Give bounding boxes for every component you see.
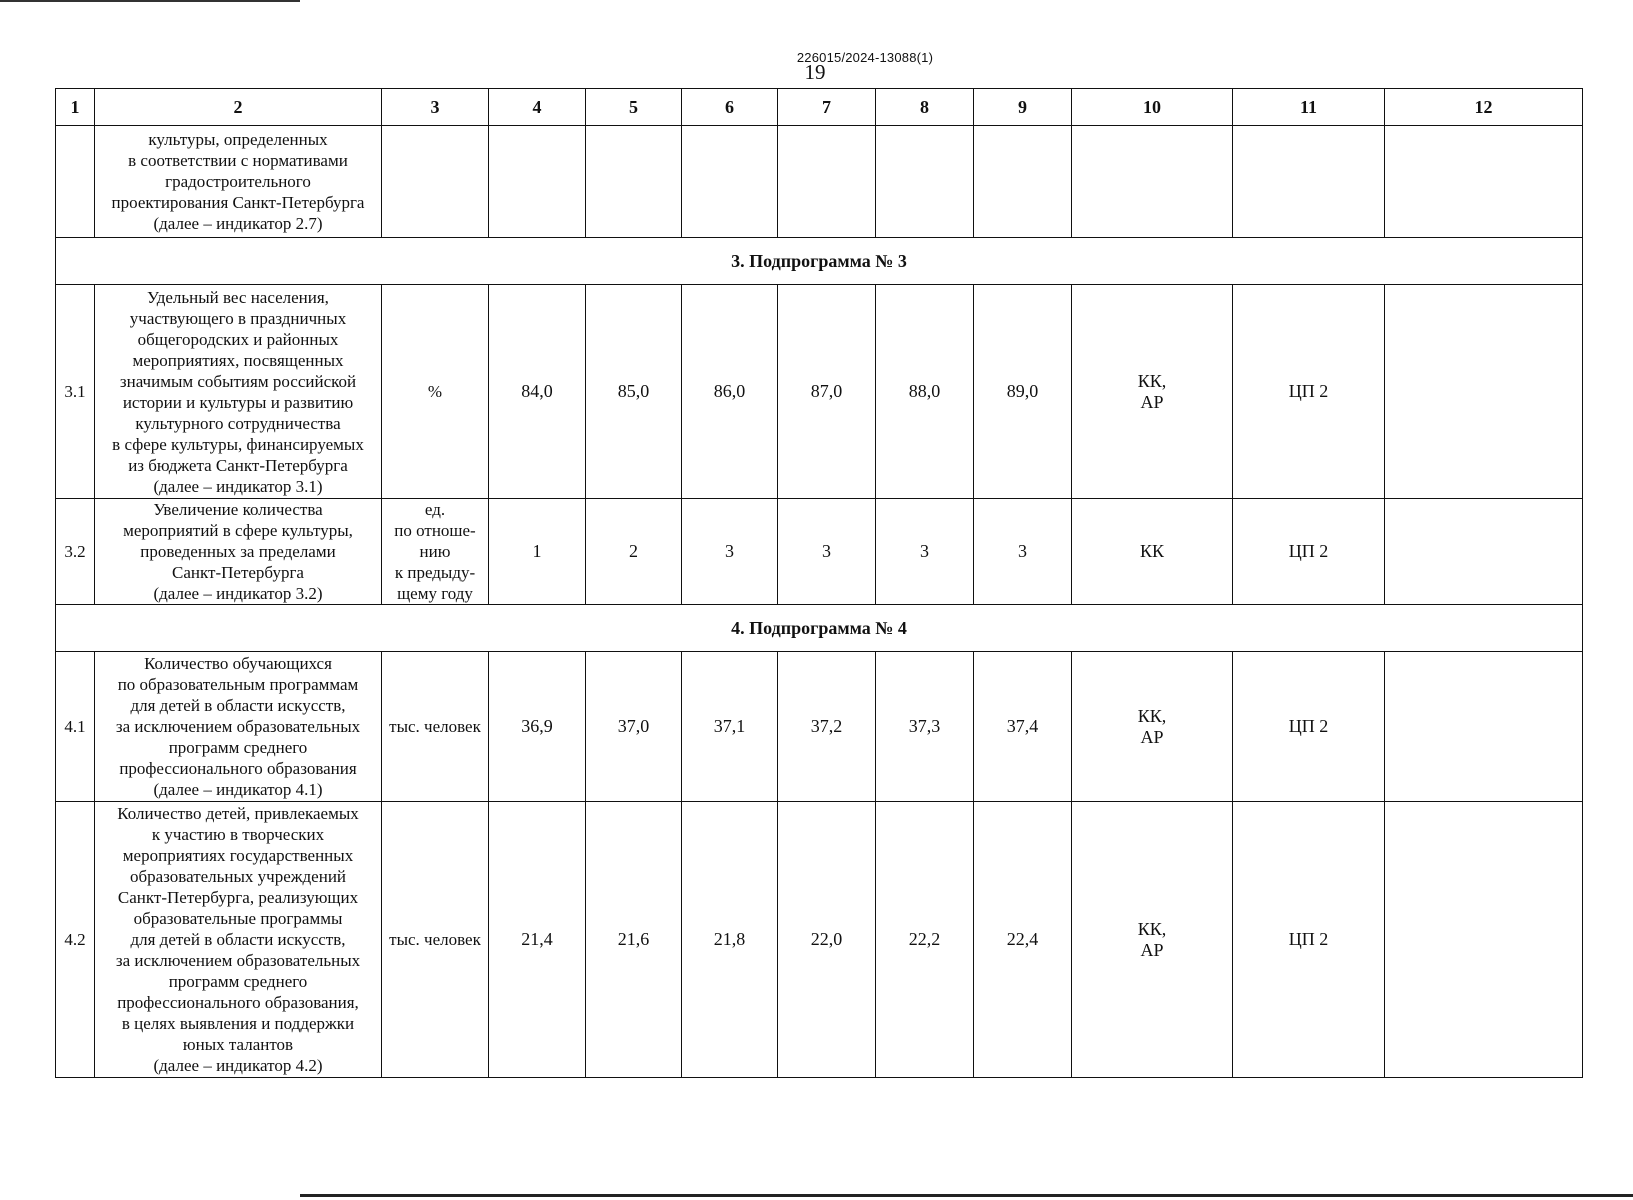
description-line: за исключением образовательных <box>115 951 361 970</box>
column-numbers-row <box>56 89 1583 126</box>
description-line: (далее – индикатор 4.1) <box>153 780 323 799</box>
value-cell-col-4: 21,4 <box>489 802 586 1078</box>
goal-reference: ЦП 2 <box>1233 285 1385 499</box>
unit-of-measure <box>382 285 489 499</box>
description-line: Количество детей, привлекаемых <box>117 804 359 823</box>
unit-line: к предыду- <box>394 563 476 582</box>
value-cell-col-7: 37,2 <box>778 652 876 802</box>
description-line: участвующего в праздничных <box>129 308 347 328</box>
value-cell-col-5: 21,6 <box>586 802 682 1078</box>
column-number-8: 8 <box>876 89 974 126</box>
value-cell-col-8: 3 <box>876 499 974 605</box>
value-cell-col-5: 37,0 <box>586 652 682 802</box>
scan-artifact-bottom <box>300 1194 1633 1197</box>
notes-cell <box>1385 652 1583 802</box>
description-line: профессионального образования, <box>117 993 359 1012</box>
column-number-10: 10 <box>1072 89 1233 126</box>
indicator-description <box>95 499 382 605</box>
value-cell-col-9: 3 <box>974 499 1072 605</box>
value-cell-col-6: 86,0 <box>682 285 778 499</box>
value-cell-col-4: 1 <box>489 499 586 605</box>
executor-line: АР <box>1140 726 1164 747</box>
executor-line: АР <box>1140 391 1164 412</box>
responsible-executor <box>1072 652 1233 802</box>
description-line: общегородских и районных <box>137 329 339 349</box>
column-number-11: 11 <box>1233 89 1385 126</box>
description-line: Удельный вес населения, <box>147 287 329 307</box>
scan-artifact-top <box>0 0 300 2</box>
description-line: программ среднего <box>168 738 308 757</box>
value-cell-col-6: 3 <box>682 499 778 605</box>
description-line: Санкт-Петербурга, реализующих <box>117 888 359 907</box>
description-line: проектирования Санкт-Петербурга <box>111 193 365 212</box>
unit-of-measure <box>382 802 489 1078</box>
row-number-cell: 4.2 <box>56 802 95 1078</box>
responsible-executor <box>1072 499 1233 605</box>
description-line: для детей в области искусств, <box>130 696 346 715</box>
value-cell-col-4: 84,0 <box>489 285 586 499</box>
indicator-row <box>56 285 1583 499</box>
indicator-row <box>56 499 1583 605</box>
value-cell-col-5: 2 <box>586 499 682 605</box>
description-line: образовательных учреждений <box>129 867 347 886</box>
value-cell-col-9: 89,0 <box>974 285 1072 499</box>
executor-line: КК, <box>1137 918 1167 939</box>
value-cell-col-7: 87,0 <box>778 285 876 499</box>
description-line: культурного сотрудничества <box>135 413 341 433</box>
indicator-row <box>56 802 1583 1078</box>
column-number-2: 2 <box>95 89 382 126</box>
value-cell-col-6: 21,8 <box>682 802 778 1078</box>
unit-of-measure <box>382 499 489 605</box>
unit-line: по отноше- <box>394 521 476 540</box>
column-number-4: 4 <box>489 89 586 126</box>
row-number-cell <box>56 126 95 238</box>
indicator-row <box>56 652 1583 802</box>
row-number-cell: 3.2 <box>56 499 95 605</box>
unit-line: тыс. человек <box>389 930 481 949</box>
document-registration-number: 226015/2024-13088(1) <box>796 50 934 65</box>
description-line: (далее – индикатор 3.1) <box>153 476 323 496</box>
indicator-description <box>95 652 382 802</box>
description-line: в соответствии с нормативами <box>128 151 348 170</box>
description-line: к участию в творческих <box>151 825 325 844</box>
indicators-table <box>55 88 1583 1078</box>
unit-line: тыс. человек <box>389 717 481 736</box>
indicator-description <box>95 802 382 1078</box>
description-line: для детей в области искусств, <box>130 930 346 949</box>
unit-line: нию <box>419 542 451 561</box>
description-line: градостроительного <box>165 172 311 191</box>
description-line: программ среднего <box>168 972 308 991</box>
value-cell-col-7: 22,0 <box>778 802 876 1078</box>
description-line: (далее – индикатор 2.7) <box>153 214 323 233</box>
continuation-row <box>56 126 1583 238</box>
description-line: культуры, определенных <box>148 130 328 149</box>
description-line: значимым событиям российской <box>119 371 357 391</box>
description-line: юных талантов <box>182 1035 294 1054</box>
executor-line: КК, <box>1137 370 1167 391</box>
description-line: Количество обучающихся <box>144 654 332 673</box>
goal-reference: ЦП 2 <box>1233 499 1385 605</box>
executor-line: КК <box>1139 541 1164 561</box>
description-line: истории и культуры и развитию <box>122 392 354 412</box>
description-line: мероприятий в сфере культуры, <box>123 521 353 540</box>
notes-cell <box>1385 802 1583 1078</box>
row-number-cell: 3.1 <box>56 285 95 499</box>
description-line: Увеличение количества <box>153 500 323 519</box>
subprogram-title: 4. Подпрограмма № 4 <box>56 605 1583 652</box>
description-line: образовательные программы <box>133 909 343 928</box>
indicator-description <box>95 285 382 499</box>
description-line: проведенных за пределами <box>140 542 336 561</box>
executor-line: АР <box>1140 939 1164 960</box>
description-line: мероприятиях, посвященных <box>132 350 344 370</box>
description-line: профессионального образования <box>119 759 357 778</box>
subprogram-header-row <box>56 238 1583 285</box>
indicator-description-continued <box>95 126 382 238</box>
responsible-executor <box>1072 802 1233 1078</box>
executor-line: КК, <box>1137 705 1167 726</box>
notes-cell <box>1385 499 1583 605</box>
unit-line: щему году <box>397 584 473 603</box>
description-line: по образовательным программам <box>117 675 359 694</box>
value-cell-col-6: 37,1 <box>682 652 778 802</box>
value-cell-col-9: 22,4 <box>974 802 1072 1078</box>
subprogram-header-row <box>56 605 1583 652</box>
value-cell-col-7: 3 <box>778 499 876 605</box>
unit-line: % <box>427 382 443 401</box>
responsible-executor <box>1072 285 1233 499</box>
description-line: в сфере культуры, финансируемых <box>112 434 364 454</box>
description-line: в целях выявления и поддержки <box>121 1014 355 1033</box>
description-line: (далее – индикатор 4.2) <box>153 1056 323 1075</box>
unit-line: ед. <box>424 500 446 519</box>
row-number-cell: 4.1 <box>56 652 95 802</box>
column-number-7: 7 <box>778 89 876 126</box>
column-number-9: 9 <box>974 89 1072 126</box>
value-cell-col-8: 88,0 <box>876 285 974 499</box>
column-number-6: 6 <box>682 89 778 126</box>
column-number-12: 12 <box>1385 89 1583 126</box>
value-cell-col-4: 36,9 <box>489 652 586 802</box>
goal-reference: ЦП 2 <box>1233 802 1385 1078</box>
unit-of-measure <box>382 652 489 802</box>
page-number: 19 <box>804 60 826 84</box>
notes-cell <box>1385 285 1583 499</box>
value-cell-col-9: 37,4 <box>974 652 1072 802</box>
description-line: Санкт-Петербурга <box>172 563 304 582</box>
value-cell-col-5: 85,0 <box>586 285 682 499</box>
value-cell-col-8: 37,3 <box>876 652 974 802</box>
description-line: за исключением образовательных <box>115 717 361 736</box>
subprogram-title: 3. Подпрограмма № 3 <box>56 238 1583 285</box>
goal-reference: ЦП 2 <box>1233 652 1385 802</box>
value-cell-col-8: 22,2 <box>876 802 974 1078</box>
column-number-3: 3 <box>382 89 489 126</box>
description-line: из бюджета Санкт-Петербурга <box>128 455 348 475</box>
column-number-5: 5 <box>586 89 682 126</box>
description-line: мероприятиях государственных <box>122 846 354 865</box>
description-line: (далее – индикатор 3.2) <box>153 584 323 603</box>
column-number-1: 1 <box>56 89 95 126</box>
